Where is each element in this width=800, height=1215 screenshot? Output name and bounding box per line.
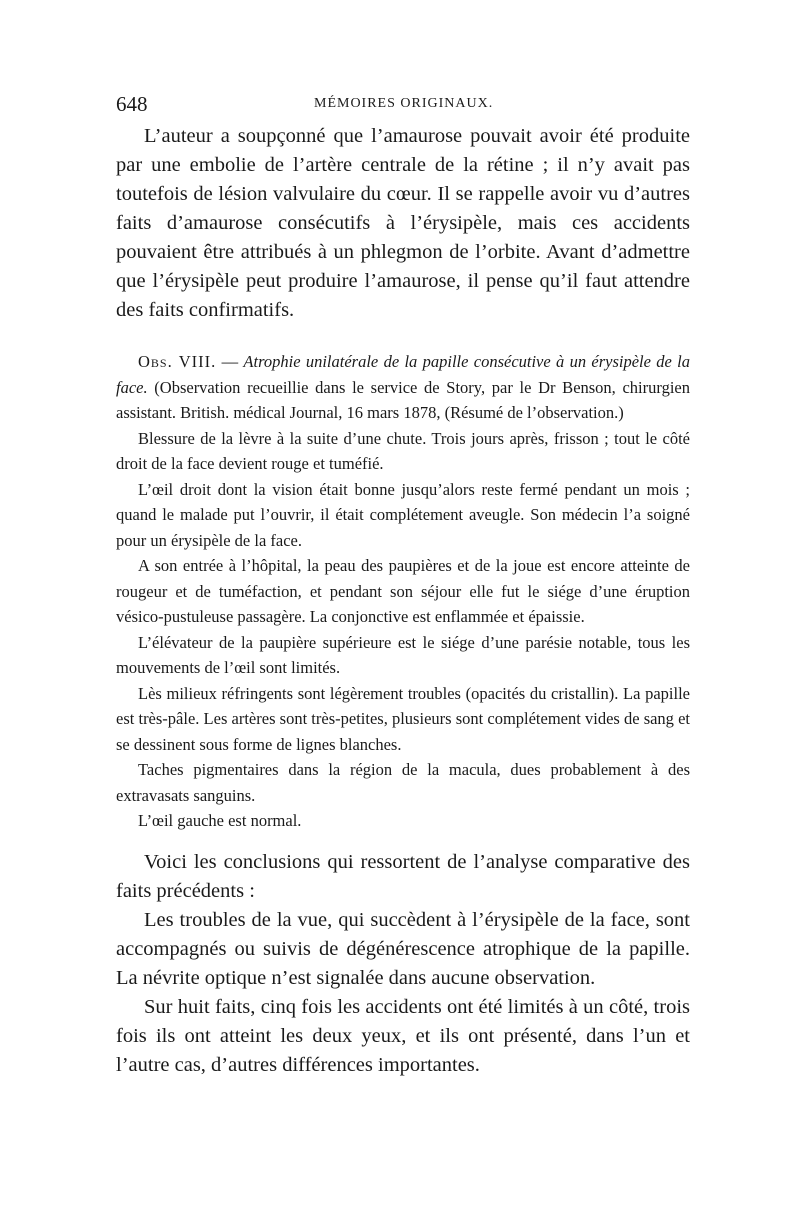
observation-dash: — <box>216 352 244 371</box>
page-number: 648 <box>116 92 148 116</box>
conclusion-paragraph: Sur huit faits, cinq fois les accidents ont été limités à un côté, trois fois ils ont atteint les deux yeux, et ils ont présenté, dans l’un et l’autre cas, d’autres différences importantes. <box>116 995 690 1076</box>
observation-paragraph: L’œil gauche est normal. <box>138 811 302 830</box>
observation-block <box>116 349 690 834</box>
observation-paragraph: Lès milieux réfringents sont légèrement troubles (opacités du cristallin). La papille est très-pâle. Les artères sont très-petites, plusieurs sont complétement vides de sang et se dessinent sous forme de lignes blanches. <box>116 683 690 754</box>
running-head <box>116 92 690 122</box>
observation-source: (Observation recueillie dans le service de Story, par le Dr Benson, chirurgien assistant. British. médical Journal, 16 mars 1878, (Résumé de l’observation.) <box>116 377 690 422</box>
conclusion-paragraph: Les troubles de la vue, qui succèdent à l’érysipèle de la face, sont accompagnés ou suivis de dégénérescence atrophique de la papille. La névrite optique n’est signalée dans aucune observation. <box>116 908 690 989</box>
intro-paragraph: L’auteur a soupçonné que l’amaurose pouvait avoir été produite par une embolie de l’artère centrale de la rétine ; il n’y avait pas toutefois de lésion valvulaire du cœur. Il se rappelle avoir vu d’autres faits d’amaurose consécutifs à l’érysipèle, mais ces accidents pouvaient être attribués à un phlegmon de l’orbite. Avant d’admettre que l’érysipèle peut produire l’amaurose, il pense qu’il faut attendre des faits confirmatifs. <box>116 125 690 321</box>
observation-paragraph: A son entrée à l’hôpital, la peau des paupières et de la joue est encore atteinte de rougeur et de tuméfaction, et pendant son séjour elle fut le siége d’une éruption vésico-pustuleuse passagère. La conjonctive est enflammée et épaissie. <box>116 556 690 626</box>
conclusion-paragraph: Voici les conclusions qui ressortent de l’analyse comparative des faits précédents : <box>116 850 690 902</box>
observation-title: Atrophie unilatérale de la papille consécutive à un érysipèle de la face. <box>116 352 690 397</box>
observation-heading <box>116 349 690 426</box>
running-title: MÉMOIRES ORIGINAUX. <box>314 96 494 111</box>
observation-paragraph: Taches pigmentaires dans la région de la macula, dues probablement à des extravasats sanguins. <box>116 760 690 805</box>
book-page <box>116 92 690 1080</box>
observation-paragraph: L’élévateur de la paupière supérieure est le siége d’une parésie notable, tous les mouvements de l’œil sont limités. <box>116 632 690 677</box>
observation-label: Obs. VIII. <box>138 352 217 371</box>
observation-paragraph: Blessure de la lèvre à la suite d’une chute. Trois jours après, frisson ; tout le côté droit de la face devient rouge et tuméfié. <box>116 428 690 473</box>
observation-paragraph: L’œil droit dont la vision était bonne jusqu’alors reste fermé pendant un mois ; quand le malade put l’ouvrir, il était complétement aveugle. Son médecin l’a soigné pour un érysipèle de la face. <box>116 479 690 550</box>
conclusions-block <box>116 848 690 1080</box>
